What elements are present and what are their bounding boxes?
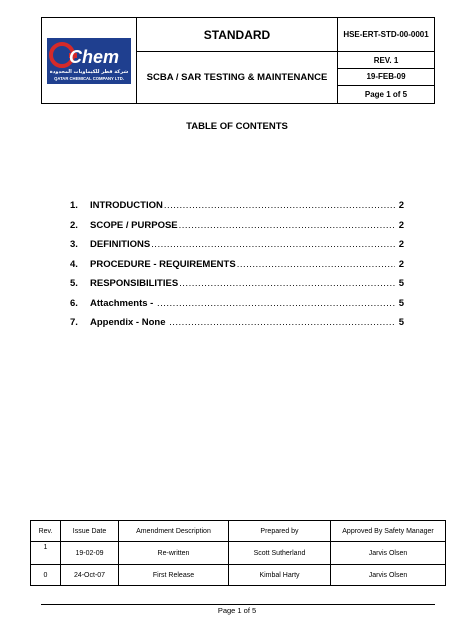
qchem-logo-icon: [47, 38, 131, 84]
toc-item-page: 2: [398, 258, 404, 270]
table-row: [31, 542, 446, 565]
toc-item[interactable]: [70, 259, 404, 279]
table-cell: Jarvis Olsen: [331, 565, 446, 586]
toc-item-page: 2: [398, 200, 404, 211]
doc-date: 19-FEB-09: [338, 69, 434, 86]
table-cell: 1: [31, 542, 61, 565]
table-of-contents: [70, 200, 404, 337]
toc-item-page: 5: [398, 317, 404, 328]
table-cell: Jarvis Olsen: [331, 542, 446, 565]
table-cell: Kimbal Harty: [229, 565, 331, 586]
column-header: Prepared by: [229, 521, 331, 542]
table-cell: Scott Sutherland: [229, 542, 331, 565]
doc-number: HSE-ERT-STD-00-0001: [338, 18, 435, 52]
toc-leader: [179, 220, 395, 231]
toc-item-number: 6.: [70, 297, 78, 309]
toc-item-page: 2: [398, 239, 404, 250]
toc-item-number: 2.: [70, 219, 78, 231]
doc-revision: REV. 1: [338, 52, 435, 69]
toc-item-label: PROCEDURE - REQUIREMENTS: [90, 258, 236, 270]
toc-item[interactable]: [70, 200, 404, 220]
doc-subtitle: SCBA / SAR TESTING & MAINTENANCE: [137, 52, 338, 104]
toc-item[interactable]: [70, 220, 404, 240]
qchem-logo: [47, 38, 131, 84]
footer-page-number: Page 1 of 5: [217, 606, 257, 615]
toc-leader: [164, 200, 395, 211]
toc-leader: [157, 298, 395, 309]
toc-item-label: DEFINITIONS: [90, 239, 151, 250]
toc-item-label: RESPONSIBILITIES: [90, 278, 179, 289]
toc-leader: [169, 317, 395, 328]
doc-page: Page 1 of 5: [364, 90, 408, 99]
toc-item-label: SCOPE / PURPOSE: [90, 219, 178, 231]
toc-item-page: 2: [398, 219, 404, 231]
table-row: [31, 565, 446, 586]
column-header: Issue Date: [61, 521, 119, 542]
column-header: Amendment Description: [119, 521, 229, 542]
column-header: Approved By Safety Manager: [331, 521, 446, 542]
toc-item-number: 3.: [70, 239, 78, 250]
doc-title: STANDARD: [137, 18, 338, 52]
toc-leader: [179, 278, 395, 289]
toc-title: TABLE OF CONTENTS: [186, 121, 288, 132]
revision-table: [30, 520, 446, 586]
toc-item[interactable]: [70, 317, 404, 337]
toc-item[interactable]: [70, 278, 404, 298]
toc-item-label: Appendix - None: [90, 317, 169, 328]
toc-item[interactable]: [70, 239, 404, 259]
document-header: [41, 17, 435, 104]
table-cell: 0: [31, 565, 61, 586]
logo-cell: [42, 18, 137, 104]
logo-arabic-text: شركة قطر للكيماويات المحدودة: [49, 68, 129, 75]
toc-leader: [151, 239, 395, 250]
table-cell: 19-02-09: [61, 542, 119, 565]
toc-item-number: 1.: [70, 200, 78, 211]
table-cell: First Release: [119, 565, 229, 586]
toc-item-number: 4.: [70, 258, 78, 270]
column-header: Rev.: [31, 521, 61, 542]
toc-item-label: INTRODUCTION: [90, 200, 163, 211]
table-cell: 24-Oct-07: [61, 565, 119, 586]
toc-item[interactable]: [70, 298, 404, 318]
footer-divider: [41, 604, 435, 605]
toc-leader: [237, 259, 395, 270]
doc-date-page: [338, 69, 435, 104]
table-cell: Re-written: [119, 542, 229, 565]
revision-table-header: [31, 521, 446, 542]
toc-item-label: Attachments -: [90, 297, 156, 309]
toc-item-number: 5.: [70, 278, 78, 289]
toc-item-number: 7.: [70, 317, 78, 328]
logo-wordmark: Chem: [69, 46, 120, 67]
logo-company-text: QATAR CHEMICAL COMPANY LTD.: [54, 75, 124, 81]
toc-item-page: 5: [398, 278, 404, 289]
toc-item-page: 5: [398, 297, 404, 309]
